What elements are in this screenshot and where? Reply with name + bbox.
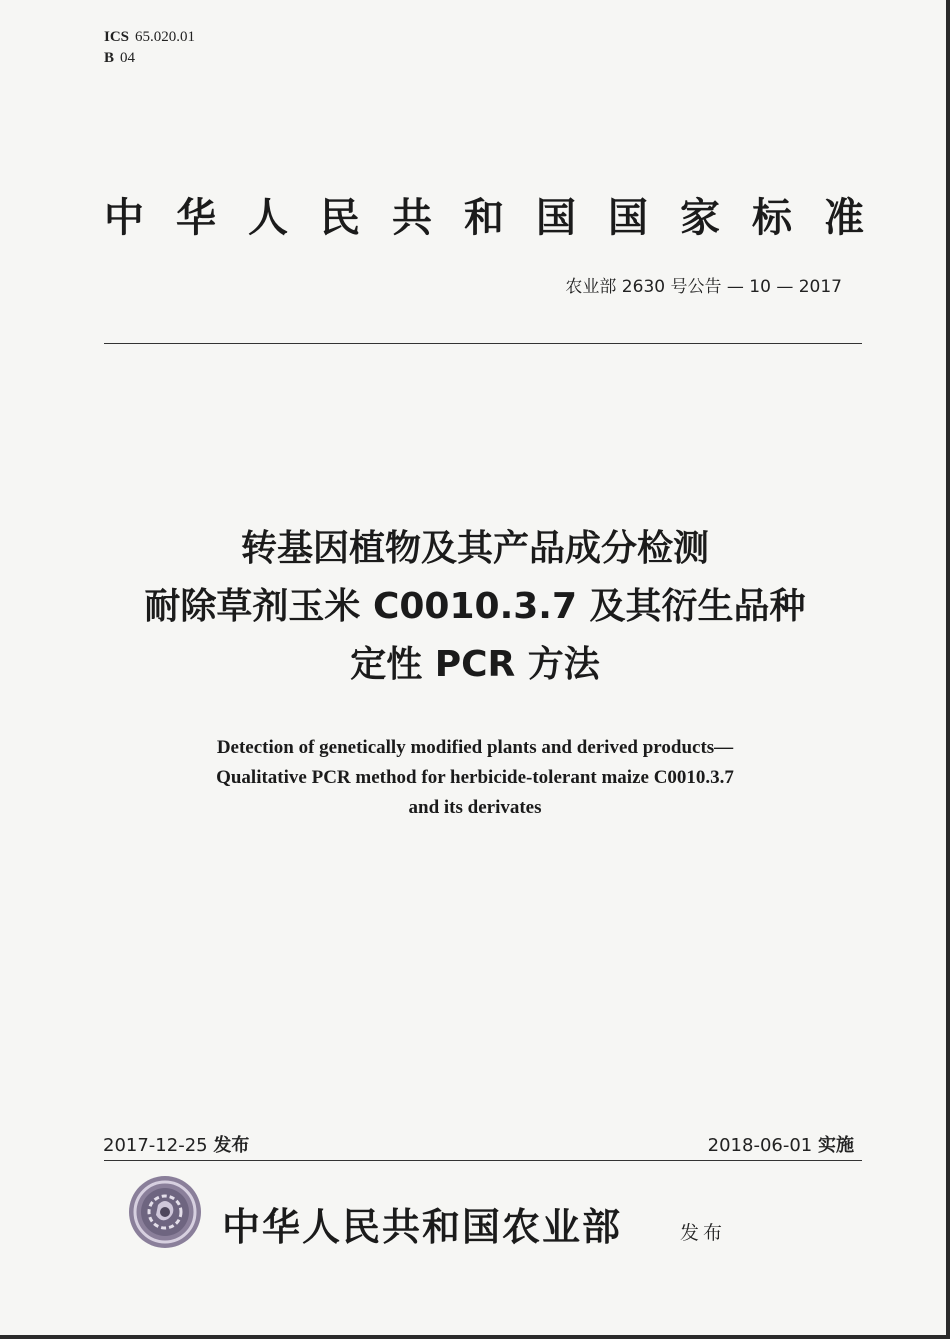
english-title-line-1: Detection of genetically modified plants and derived products— bbox=[216, 737, 734, 758]
standard-number: 农业部 2630 号公告 — 10 — 2017 bbox=[565, 277, 842, 297]
english-title bbox=[0, 733, 950, 823]
implement-date-block bbox=[708, 1131, 854, 1157]
classification-codes bbox=[104, 27, 195, 69]
issuer-name: 中华人民共和国农业部 bbox=[222, 1204, 623, 1249]
issue-label: 发布 bbox=[213, 1135, 250, 1156]
chinese-title-line-1: 转基因植物及其产品成分检测 bbox=[240, 528, 709, 569]
issue-date: 2017-12-25 bbox=[103, 1135, 208, 1156]
chinese-title-line-2: 耐除草剂玉米 C0010.3.7 及其衍生品种 bbox=[144, 586, 806, 627]
issue-date-block bbox=[103, 1131, 249, 1157]
ics-value: 65.020.01 bbox=[135, 29, 196, 45]
footer-divider bbox=[104, 1160, 862, 1161]
english-title-line-2: Qualitative PCR method for herbicide-tolerant maize C0010.3.7 bbox=[216, 767, 734, 788]
standard-title: 中华人民共和国国家标准 bbox=[104, 195, 864, 241]
implement-label: 实施 bbox=[818, 1135, 854, 1156]
ics-key: ICS bbox=[104, 29, 130, 45]
english-title-line-3: and its derivates bbox=[408, 797, 542, 818]
ics-code bbox=[104, 27, 195, 48]
ccs-value: 04 bbox=[120, 50, 136, 66]
ministry-emblem-icon bbox=[128, 1175, 202, 1249]
chinese-title-line-3: 定性 PCR 方法 bbox=[350, 644, 600, 685]
chinese-title bbox=[0, 520, 950, 694]
issuer-action: 发布 bbox=[680, 1222, 727, 1244]
ccs-code bbox=[104, 48, 195, 69]
ccs-key: B bbox=[104, 50, 115, 66]
implement-date: 2018-06-01 bbox=[707, 1135, 813, 1156]
header-divider bbox=[104, 343, 862, 344]
